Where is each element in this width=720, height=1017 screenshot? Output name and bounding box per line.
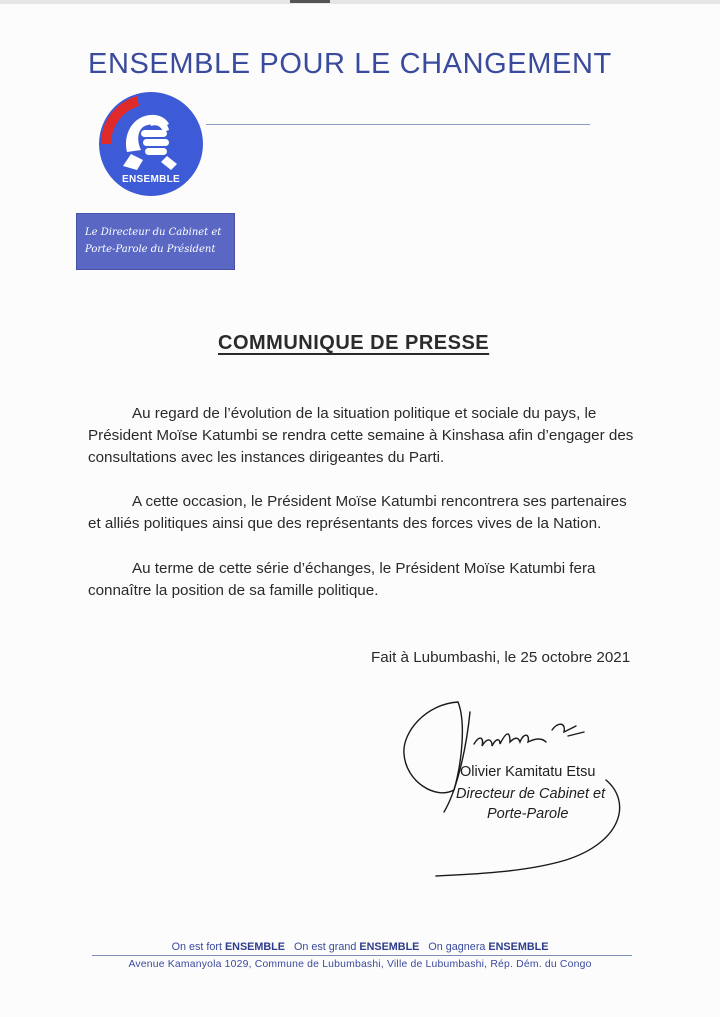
- document-title: COMMUNIQUE DE PRESSE: [218, 332, 490, 354]
- slogan-keyword-3: ENSEMBLE: [488, 941, 549, 953]
- slogan-keyword-2: ENSEMBLE: [359, 941, 420, 953]
- page-top-edge: [0, 0, 720, 4]
- header-divider: [206, 124, 590, 125]
- signer-role-line-2: Porte-Parole: [487, 806, 569, 822]
- paragraph-1-text: Au regard de l’évolution de la situation politique et sociale du pays, le Président Moïse Katumbi se rendra cette semaine à Kinshasa afin d’engager des consultations avec les instances dirigeantes du Parti.: [88, 405, 634, 466]
- director-banner: [76, 213, 235, 270]
- slogan-part-3: On gagnera: [428, 941, 486, 953]
- slogan-part-2: On est grand: [293, 941, 357, 953]
- footer-slogan: [0, 941, 720, 953]
- footer-divider: [92, 955, 632, 956]
- paragraph-2-text: A cette occasion, le Président Moïse Katumbi rencontrera ses partenaires et alliés politiques ainsi que des représentants des forces vives de la Nation.: [88, 493, 627, 532]
- paragraph-3: [88, 558, 640, 602]
- paragraph-3-text: Au terme de cette série d’échanges, le Président Moïse Katumbi fera connaître la position de sa famille politique.: [88, 560, 596, 599]
- director-line-2: Porte-Parole du Président: [85, 244, 216, 255]
- paragraph-1: [88, 403, 640, 469]
- party-logo: [97, 90, 205, 198]
- director-line-1: Le Directeur du Cabinet et: [85, 227, 222, 238]
- logo-label: ENSEMBLE: [122, 174, 180, 185]
- signer-role-line-1: Directeur de Cabinet et: [456, 786, 606, 802]
- place-and-date: Fait à Lubumbashi, le 25 octobre 2021: [371, 649, 631, 666]
- org-title: ENSEMBLE POUR LE CHANGEMENT: [88, 48, 612, 80]
- paragraph-2: [88, 491, 640, 535]
- signer-name: Olivier Kamitatu Etsu: [460, 764, 596, 780]
- footer-address: Avenue Kamanyola 1029, Commune de Lubumbashi, Ville de Lubumbashi, Rép. Dém. du Congo: [128, 959, 592, 970]
- page-top-mark: [290, 0, 330, 3]
- slogan-part-1: On est fort: [171, 941, 222, 953]
- slogan-keyword-1: ENSEMBLE: [224, 941, 285, 953]
